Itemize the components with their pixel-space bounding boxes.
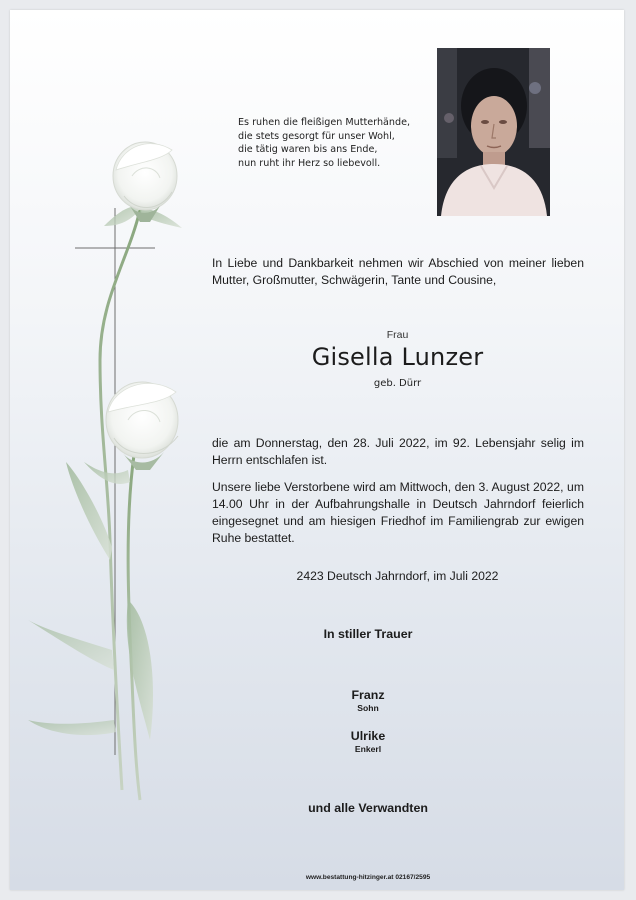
mourner-relation: Sohn: [357, 703, 379, 713]
maiden-name: geb. Dürr: [373, 378, 422, 389]
funeral-notice: Unsere liebe Verstorbene wird am Mittwoch, den 3. August 2022, um 14.00 Uhr in der Aufbahrungshalle in Deutsch Jahrndorf feierlich eingesegnet und am hiesigen Friedhof im Familiengrab zur ewigen Ruhe bestattet.: [212, 480, 584, 545]
verse-line: die tätig waren bis ans Ende,: [238, 144, 378, 155]
place-date: 2423 Deutsch Jahrndorf, im Juli 2022: [296, 569, 499, 583]
footer-contact: www.bestattung-hitzinger.at 02167/2595: [305, 874, 431, 881]
memorial-verse: [238, 116, 438, 170]
portrait-photo: [437, 48, 550, 216]
mourner-name: Franz: [351, 688, 385, 702]
deceased-name: Gisella Lunzer: [311, 343, 484, 371]
mourner-relation: Enkerl: [354, 744, 382, 754]
mourning-heading: In stiller Trauer: [323, 627, 413, 641]
mourner: [0, 688, 636, 714]
verse-line: Es ruhen die fleißigen Mutterhände,: [238, 117, 411, 128]
mourner: [0, 729, 636, 755]
verse-line: die stets gesorgt für unser Wohl,: [238, 130, 395, 142]
salutation: Frau: [386, 329, 409, 341]
closing-line: und alle Verwandten: [308, 801, 428, 815]
intro-text: In Liebe und Dankbarkeit nehmen wir Abschied von meiner lieben Mutter, Großmutter, Schwägerin, Tante und Cousine,: [212, 256, 584, 287]
mourner-name: Ulrike: [350, 729, 386, 743]
death-notice: die am Donnerstag, den 28. Juli 2022, im 92. Lebensjahr selig im Herrn entschlafen ist.: [212, 436, 584, 467]
verse-line: nun ruht ihr Herz so liebevoll.: [238, 157, 381, 169]
